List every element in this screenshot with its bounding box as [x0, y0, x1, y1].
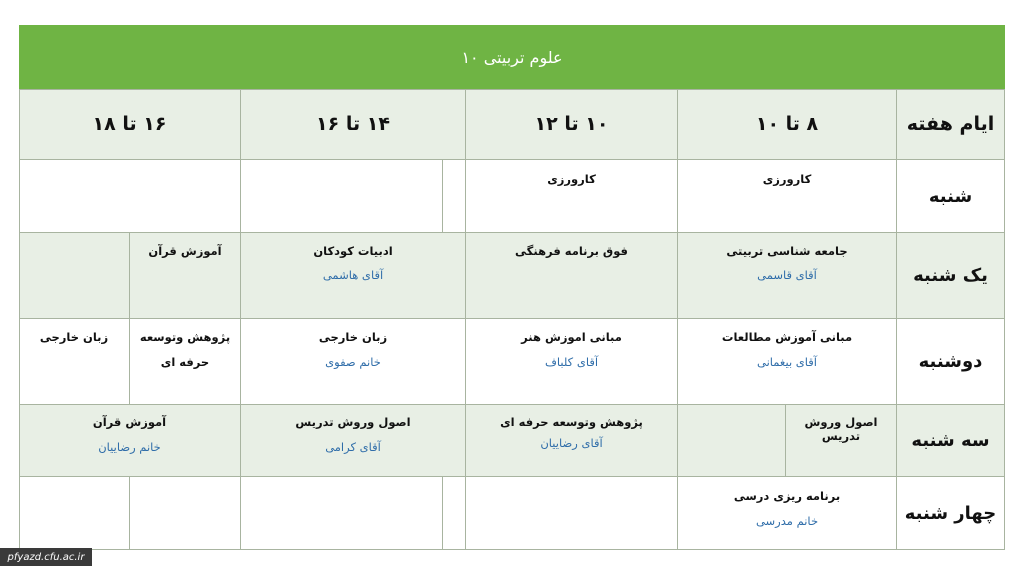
- cell-tue-slot1-extra: [678, 405, 786, 477]
- cell-sun-slot1: جامعه شناسی تربیتی آقای قاسمی: [678, 233, 897, 319]
- day-monday: دوشنبه: [897, 319, 1005, 405]
- cell-wed-slot2: [466, 477, 678, 550]
- cell-tue-slot4: آموزش قرآن خانم رضاییان: [19, 405, 241, 477]
- cell-mon-slot4b: زبان خارجی: [19, 319, 130, 405]
- cell-sat-slot2: کارورزی: [466, 160, 678, 233]
- cell-mon-slot3: زبان خارجی خانم صفوی: [241, 319, 466, 405]
- table-title: علوم تربیتی ۱۰: [19, 25, 1005, 89]
- cell-sat-gap: [443, 160, 466, 233]
- cell-wed-slot4b: [19, 477, 130, 550]
- cell-sat-slot1: کارورزی: [678, 160, 897, 233]
- cell-sun-slot4: آموزش قرآن: [130, 233, 241, 319]
- day-saturday: شنبه: [897, 160, 1005, 233]
- cell-sat-slot4: [19, 160, 241, 233]
- cell-mon-slot2: مبانی اموزش هنر آقای کلباف: [466, 319, 678, 405]
- cell-mon-slot4a: پژوهش وتوسعه حرفه ای: [130, 319, 241, 405]
- header-slot-1: ۸ تا ۱۰: [678, 89, 897, 160]
- day-sunday: یک شنبه: [897, 233, 1005, 319]
- cell-tue-slot1: اصول وروش تدریس: [786, 405, 897, 477]
- cell-sun-slot2: فوق برنامه فرهنگی: [466, 233, 678, 319]
- header-slot-4: ۱۶ تا ۱۸: [19, 89, 241, 160]
- header-slot-2: ۱۰ تا ۱۲: [466, 89, 678, 160]
- header-days: ایام هفته: [897, 89, 1005, 160]
- cell-mon-slot1: مبانی آموزش مطالعات آقای بیغمانی: [678, 319, 897, 405]
- cell-wed-slot3: [241, 477, 443, 550]
- cell-wed-slot4a: [130, 477, 241, 550]
- cell-sun-slot3: ادبیات کودکان آقای هاشمی: [241, 233, 466, 319]
- cell-tue-slot3: اصول وروش تدریس آقای کرامی: [241, 405, 466, 477]
- day-tuesday: سه شنبه: [897, 405, 1005, 477]
- watermark: pfyazd.cfu.ac.ir: [0, 548, 92, 566]
- cell-wed-gap: [443, 477, 466, 550]
- cell-tue-slot2: پژوهش وتوسعه حرفه ای آقای رضاییان: [466, 405, 678, 477]
- cell-sun-slot4-extra: [19, 233, 130, 319]
- cell-sat-slot3: [241, 160, 443, 233]
- header-slot-3: ۱۴ تا ۱۶: [241, 89, 466, 160]
- cell-wed-slot1: برنامه ریزی درسی خانم مدرسی: [678, 477, 897, 550]
- day-wednesday: چهار شنبه: [897, 477, 1005, 550]
